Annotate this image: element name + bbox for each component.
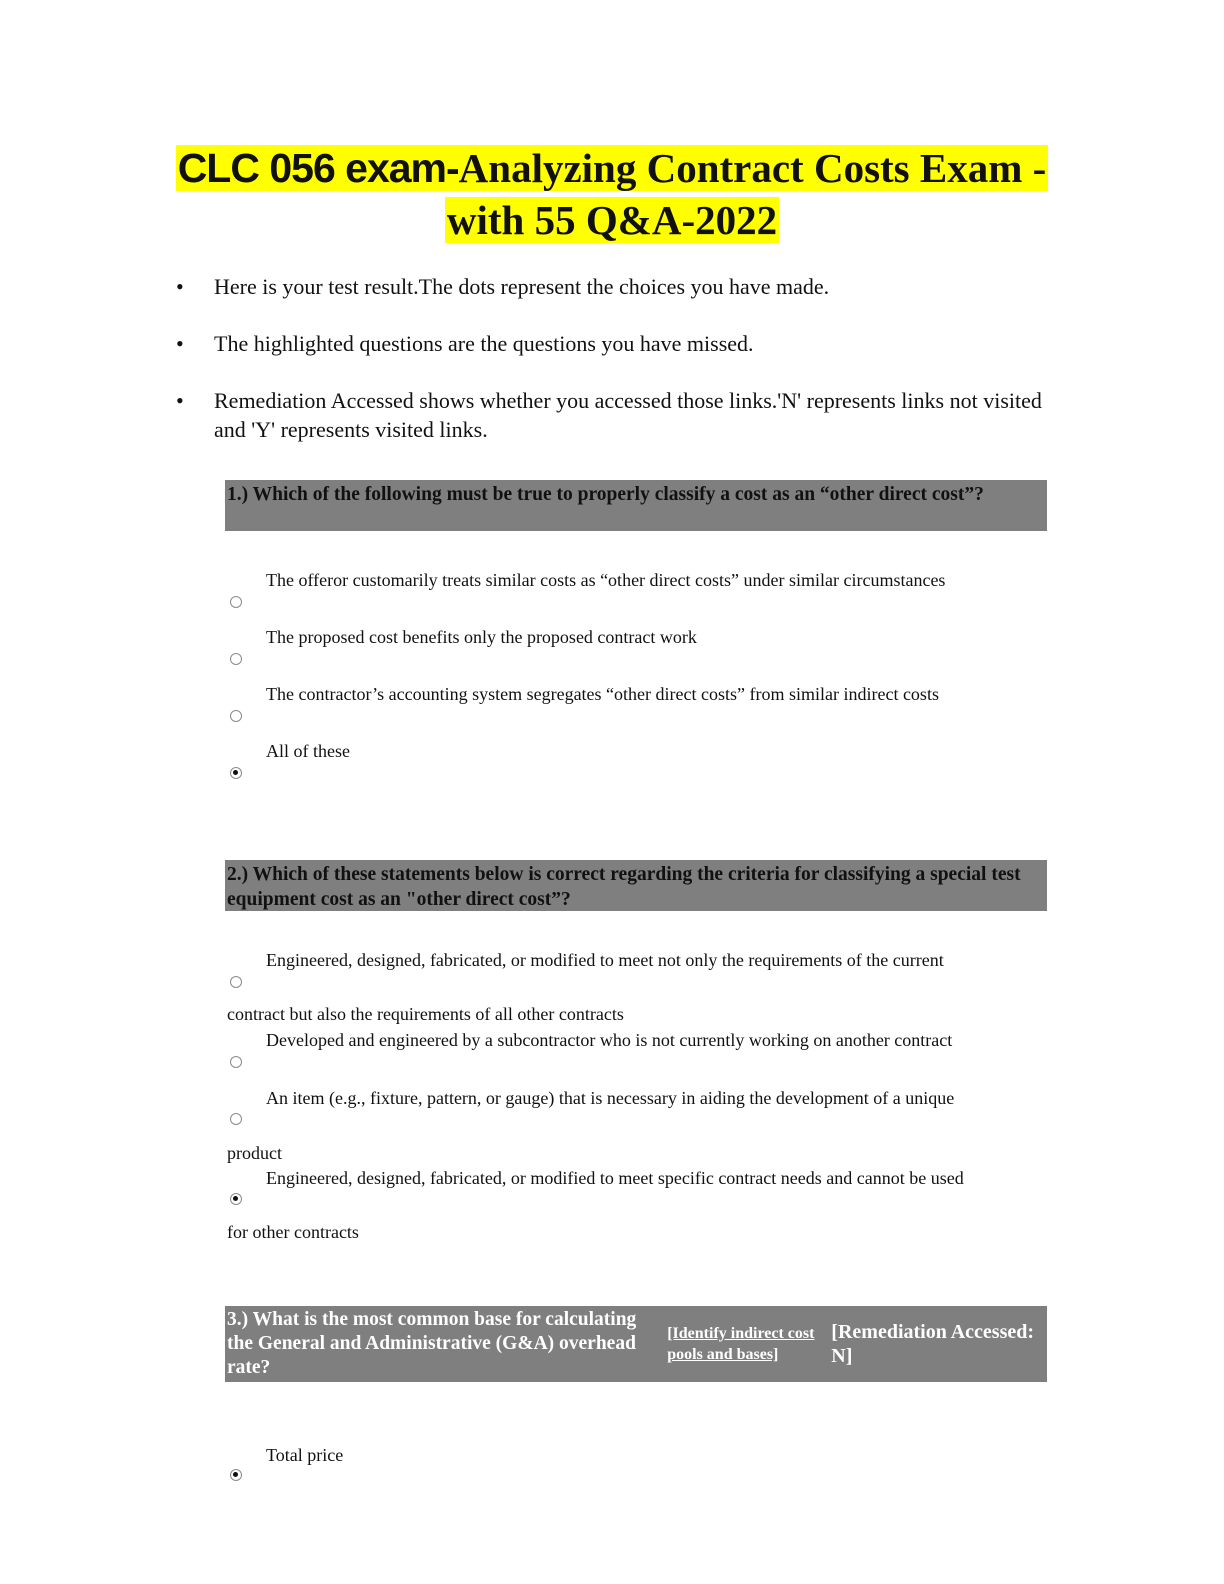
question-2-option-3-label: An item (e.g., fixture, pattern, or gauge) that is necessary in aiding the development of a unique <box>266 1088 955 1108</box>
title-part-1: CLC 056 exam- <box>177 145 459 191</box>
question-2-option-4-radio-selected[interactable] <box>230 1193 242 1205</box>
document-title <box>0 142 1224 246</box>
bullet-icon: • <box>176 274 184 299</box>
question-1-header: 1.) Which of the following must be true to properly classify a cost as an “other direct cost”? <box>225 480 1047 531</box>
question-2-option-4-continuation: for other contracts <box>227 1222 359 1242</box>
question-2-option-1-label: Engineered, designed, fabricated, or modified to meet not only the requirements of the current <box>266 950 944 970</box>
question-1-option-1-label: The offeror customarily treats similar costs as “other direct costs” under similar circumstances <box>266 570 946 590</box>
question-3-option-1-radio-selected[interactable] <box>230 1469 242 1481</box>
question-2-header: 2.) Which of these statements below is correct regarding the criteria for classifying a special test equipment cost as an "other direct cost”? <box>225 860 1047 911</box>
question-3-option-1-label: Total price <box>266 1445 344 1465</box>
instruction-item <box>176 272 1056 301</box>
question-2-option-1-continuation: contract but also the requirements of all other contracts <box>227 1004 624 1024</box>
question-2-option-1-radio[interactable] <box>230 976 242 988</box>
question-1-option-4-radio-selected[interactable] <box>230 767 242 779</box>
question-3-header <box>225 1306 1047 1382</box>
question-2-option-2-radio[interactable] <box>230 1056 242 1068</box>
question-2-option-4-label: Engineered, designed, fabricated, or modified to meet specific contract needs and cannot be used <box>266 1168 964 1188</box>
question-2-option-2-label: Developed and engineered by a subcontractor who is not currently working on another contract <box>266 1030 953 1050</box>
question-1-option-1-radio[interactable] <box>230 596 242 608</box>
title-part-2: Analyzing Contract Costs Exam - <box>458 145 1047 191</box>
question-1-option-2-label: The proposed cost benefits only the proposed contract work <box>266 627 697 647</box>
instruction-text: Here is your test result.The dots represent the choices you have made. <box>214 274 830 299</box>
question-1-option-4-label: All of these <box>266 741 350 761</box>
instruction-text: Remediation Accessed shows whether you accessed those links.'N' represents links not visited and 'Y' represents visited links. <box>214 388 1042 442</box>
question-1-option-3-label: The contractor’s accounting system segregates “other direct costs” from similar indirect costs <box>266 684 939 704</box>
remediation-link[interactable]: [Identify indirect cost pools and bases] <box>667 1325 815 1363</box>
instruction-item <box>176 329 1056 358</box>
bullet-icon: • <box>176 388 184 413</box>
question-2-option-3-continuation: product <box>227 1143 282 1163</box>
question-1-option-3-radio[interactable] <box>230 710 242 722</box>
question-2-option-3-radio[interactable] <box>230 1113 242 1125</box>
question-1-option-2-radio[interactable] <box>230 653 242 665</box>
instructions-list <box>176 272 1056 472</box>
instruction-text: The highlighted questions are the questions you have missed. <box>214 331 754 356</box>
remediation-status: [Remediation Accessed: N] <box>831 1321 1035 1367</box>
bullet-icon: • <box>176 331 184 356</box>
instruction-item <box>176 386 1056 444</box>
question-3-text: 3.) What is the most common base for calculating the General and Administrative (G&A) overhead rate? <box>227 1309 637 1378</box>
title-line-2: with 55 Q&A-2022 <box>446 197 778 243</box>
